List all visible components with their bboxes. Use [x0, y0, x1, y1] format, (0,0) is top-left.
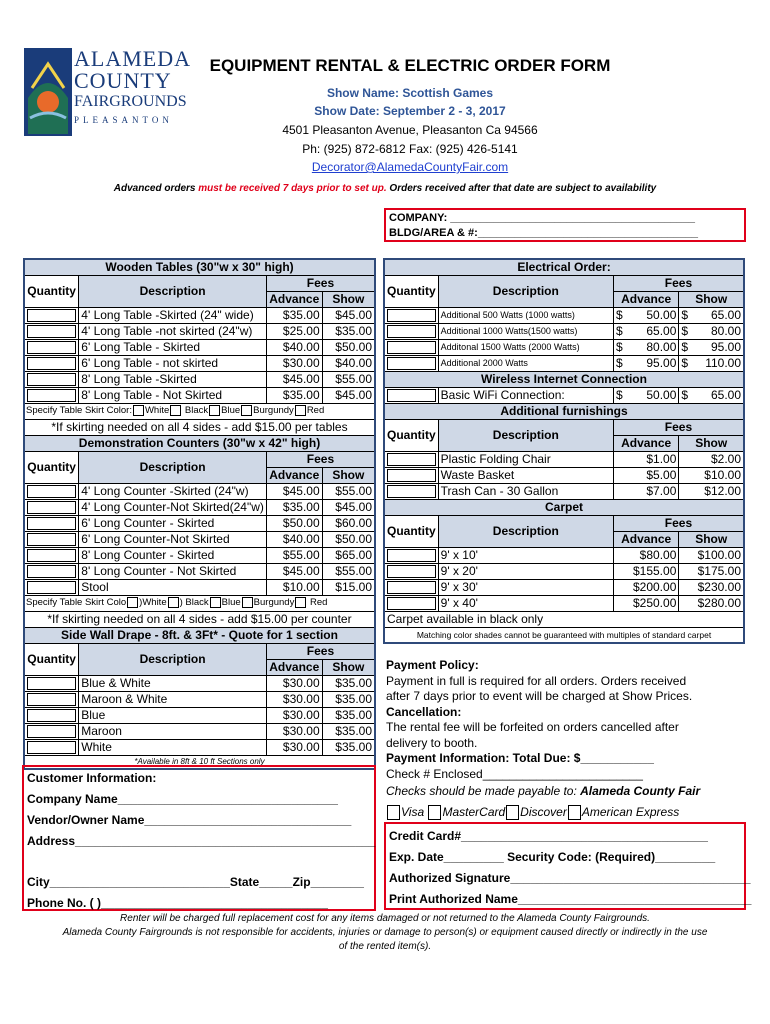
- item-description: Stool: [79, 579, 267, 595]
- show-price: $ 95.00: [679, 339, 744, 355]
- show-price: $35.00: [322, 691, 375, 707]
- quantity-cell[interactable]: [24, 355, 79, 371]
- table-row: [384, 579, 744, 595]
- table-row: [384, 483, 744, 499]
- table-row: [384, 307, 744, 323]
- wifi-show: $ 65.00: [679, 387, 744, 403]
- checkbox[interactable]: [133, 405, 144, 416]
- email-link[interactable]: Decorator@AlamedaCountyFair.com: [311, 160, 509, 174]
- show-price: $60.00: [322, 515, 375, 531]
- item-description: 8' Long Table - Not Skirted: [79, 387, 267, 403]
- company-field[interactable]: COMPANY: ________________________________________: [389, 212, 696, 224]
- item-description: Plastic Folding Chair: [438, 451, 613, 467]
- demo-skirt-color: Specify Table Skirt Colo )White ) Black Blue Burgundy Red: [24, 595, 375, 611]
- print-name-field[interactable]: Print Authorized Name___________________________________: [389, 892, 752, 906]
- table-row: [24, 371, 375, 387]
- col-show: Show: [679, 291, 744, 307]
- col-fees: Fees: [266, 275, 375, 291]
- item-description: 4' Long Counter-Not Skirted(24"w): [79, 499, 267, 515]
- item-description: 8' Long Table -Skirted: [79, 371, 267, 387]
- quantity-cell[interactable]: [24, 387, 79, 403]
- item-description: Additional 500 Watts (1000 watts): [438, 307, 613, 323]
- quantity-cell[interactable]: [24, 579, 79, 595]
- col-quantity: Quantity: [384, 419, 438, 451]
- quantity-cell[interactable]: [24, 307, 79, 323]
- col-quantity: Quantity: [24, 275, 79, 307]
- quantity-cell[interactable]: [24, 483, 79, 499]
- fairgrounds-logo: [22, 44, 191, 144]
- table-row: [24, 563, 375, 579]
- item-description: 9' x 10': [438, 547, 613, 563]
- show-price: $35.00: [322, 707, 375, 723]
- checkbox[interactable]: [170, 405, 181, 416]
- item-description: Waste Basket: [438, 467, 613, 483]
- table-row: [384, 547, 744, 563]
- col-description: Description: [79, 451, 267, 483]
- col-advance: Advance: [266, 659, 322, 675]
- right-order-table: [383, 258, 745, 644]
- advance-price: $30.00: [266, 691, 322, 707]
- quantity-input[interactable]: [387, 341, 436, 354]
- show-price: $55.00: [322, 563, 375, 579]
- show-price: $35.00: [322, 723, 375, 739]
- venue-address: 4501 Pleasanton Avenue, Pleasanton Ca 94566: [282, 123, 538, 137]
- col-fees: Fees: [613, 419, 744, 435]
- advance-price: $200.00: [613, 579, 678, 595]
- checkbox[interactable]: [127, 597, 138, 608]
- wooden-skirt-color: Specify Table Skirt Color: White Black Blue Burgundy Red: [24, 403, 375, 419]
- quantity-input[interactable]: [387, 325, 436, 338]
- item-description: White: [79, 739, 267, 755]
- advance-price: $25.00: [266, 323, 322, 339]
- advance-price: $30.00: [266, 723, 322, 739]
- col-quantity: Quantity: [24, 451, 79, 483]
- quantity-input[interactable]: [27, 485, 76, 498]
- advance-price: $7.00: [613, 483, 678, 499]
- col-show: Show: [322, 467, 375, 483]
- advance-price: $ 95.00: [613, 355, 678, 371]
- discover-checkbox[interactable]: [506, 805, 519, 820]
- city-state-zip-field[interactable]: City___________________________State_____Zip________: [27, 875, 364, 889]
- footer-line1: Renter will be charged full replacement cost for any items damaged or not returned to the Alameda County Fairgrounds.: [120, 913, 650, 924]
- item-description: Additional 1000 Watts(1500 watts): [438, 323, 613, 339]
- vendor-owner-field[interactable]: Vendor/Owner Name_______________________________: [27, 813, 352, 827]
- advance-price: $ 50.00: [613, 307, 678, 323]
- col-advance: Advance: [266, 467, 322, 483]
- quantity-cell[interactable]: [384, 323, 438, 339]
- logo-line4: PLEASANTON: [74, 115, 173, 125]
- company-name-field[interactable]: Company Name_________________________________: [27, 792, 338, 806]
- col-fees: Fees: [613, 515, 744, 531]
- show-price: $55.00: [322, 483, 375, 499]
- table-row: [384, 563, 744, 579]
- checkbox[interactable]: [295, 405, 306, 416]
- checkbox[interactable]: [241, 405, 252, 416]
- item-description: 6' Long Counter - Skirted: [79, 515, 267, 531]
- advance-price: $40.00: [266, 339, 322, 355]
- show-price: $ 110.00: [679, 355, 744, 371]
- item-description: Trash Can - 30 Gallon: [438, 483, 613, 499]
- quantity-cell[interactable]: [384, 547, 438, 563]
- item-description: 4' Long Table -Skirted (24" wide): [79, 307, 267, 323]
- quantity-input[interactable]: [27, 389, 76, 402]
- show-price: $45.00: [322, 499, 375, 515]
- payment-policy: [386, 658, 746, 820]
- show-price: $175.00: [679, 563, 744, 579]
- quantity-input[interactable]: [387, 357, 436, 370]
- quantity-cell[interactable]: [24, 339, 79, 355]
- advance-price: $ 80.00: [613, 339, 678, 355]
- total-due-field[interactable]: Payment Information: Total Due: $___________: [386, 751, 654, 765]
- quantity-cell[interactable]: [384, 595, 438, 611]
- quantity-input[interactable]: [27, 565, 76, 578]
- advance-price: $30.00: [266, 739, 322, 755]
- advance-price: $50.00: [266, 515, 322, 531]
- advance-price: $35.00: [266, 499, 322, 515]
- quantity-cell[interactable]: [24, 739, 79, 755]
- table-row: [384, 355, 744, 371]
- table-row: [24, 307, 375, 323]
- col-show: Show: [322, 291, 375, 307]
- quantity-input[interactable]: [27, 709, 76, 722]
- show-name: Show Name: Scottish Games: [326, 86, 494, 100]
- show-price: $230.00: [679, 579, 744, 595]
- quantity-cell[interactable]: [384, 563, 438, 579]
- show-price: $ 80.00: [679, 323, 744, 339]
- table-row: [24, 387, 375, 403]
- checkbox[interactable]: [168, 597, 179, 608]
- quantity-input[interactable]: [27, 581, 76, 594]
- advance-price: $35.00: [266, 307, 322, 323]
- item-description: 9' x 20': [438, 563, 613, 579]
- electrical-header: Electrical Order:: [384, 259, 744, 275]
- payable-note: Checks should be made payable to: Alameda County Fair: [386, 784, 701, 798]
- quantity-input[interactable]: [27, 693, 76, 706]
- quantity-cell[interactable]: [384, 339, 438, 355]
- item-description: Blue & White: [79, 675, 267, 691]
- item-description: 8' Long Counter - Not Skirted: [79, 563, 267, 579]
- item-description: 4' Long Table -not skirted (24"w): [79, 323, 267, 339]
- credit-card-field[interactable]: Credit Card#_____________________________________: [389, 829, 708, 843]
- item-description: 4' Long Counter -Skirted (24"w): [79, 483, 267, 499]
- footer-disclaimer: [20, 912, 750, 954]
- address-field[interactable]: Address_____________________________________________: [27, 834, 376, 848]
- form-title: EQUIPMENT RENTAL & ELECTRIC ORDER FORM: [209, 56, 611, 75]
- quantity-input[interactable]: [387, 549, 436, 562]
- check-enclosed-field[interactable]: Check # Enclosed________________________: [386, 766, 643, 781]
- quantity-input[interactable]: [27, 357, 76, 370]
- table-row: [24, 531, 375, 547]
- quantity-input[interactable]: [27, 533, 76, 546]
- col-show: Show: [679, 435, 744, 451]
- wooden-skirting-note: *If skirting needed on all 4 sides - add $15.00 per tables: [24, 419, 375, 435]
- advance-price: $30.00: [266, 675, 322, 691]
- quantity-cell[interactable]: [384, 483, 438, 499]
- show-price: $65.00: [322, 547, 375, 563]
- card-type-options: Visa MasterCard Discover American Express: [386, 805, 746, 821]
- item-description: Blue: [79, 707, 267, 723]
- col-description: Description: [79, 643, 267, 675]
- quantity-input[interactable]: [387, 469, 436, 482]
- advance-price: $10.00: [266, 579, 322, 595]
- item-description: 9' x 30': [438, 579, 613, 595]
- furnishings-header: Additional furnishings: [384, 403, 744, 419]
- table-row: [24, 339, 375, 355]
- item-description: Additional 2000 Watts: [438, 355, 613, 371]
- item-description: 6' Long Counter-Not Skirted: [79, 531, 267, 547]
- table-row: [24, 515, 375, 531]
- quantity-input[interactable]: [27, 325, 76, 338]
- checkbox[interactable]: [242, 597, 253, 608]
- advance-price: $250.00: [613, 595, 678, 611]
- table-row: [24, 355, 375, 371]
- show-date: Show Date: September 2 - 3, 2017: [314, 104, 506, 118]
- quantity-input[interactable]: [387, 309, 436, 322]
- wifi-description: Basic WiFi Connection:: [438, 387, 613, 403]
- item-description: Maroon & White: [79, 691, 267, 707]
- venue-phone: Ph: (925) 872-6812 Fax: (925) 426-5141: [302, 142, 518, 156]
- quantity-input[interactable]: [387, 485, 436, 498]
- table-row: [24, 691, 375, 707]
- quantity-input[interactable]: [27, 741, 76, 754]
- col-description: Description: [79, 275, 267, 307]
- advance-price: $35.00: [266, 387, 322, 403]
- quantity-input[interactable]: [27, 501, 76, 514]
- carpet-header: Carpet: [384, 499, 744, 515]
- quantity-cell[interactable]: [384, 307, 438, 323]
- quantity-cell[interactable]: [24, 371, 79, 387]
- quantity-input[interactable]: [27, 373, 76, 386]
- show-price: $45.00: [322, 387, 375, 403]
- quantity-cell[interactable]: [24, 723, 79, 739]
- bldg-area-field[interactable]: BLDG/AREA & #:____________________________________: [389, 227, 699, 239]
- quantity-input[interactable]: [27, 725, 76, 738]
- demo-skirting-note: *If skirting needed on all 4 sides - add $15.00 per counter: [24, 611, 375, 627]
- table-row: [24, 579, 375, 595]
- quantity-cell[interactable]: [384, 451, 438, 467]
- quantity-cell[interactable]: [24, 531, 79, 547]
- show-price: $12.00: [679, 483, 744, 499]
- customer-info-box: [22, 765, 376, 911]
- quantity-cell[interactable]: [24, 515, 79, 531]
- quantity-input[interactable]: [387, 453, 436, 466]
- wifi-advance: $ 50.00: [613, 387, 678, 403]
- col-quantity: Quantity: [384, 275, 438, 307]
- drape-note: *Available in 8ft & 10 ft Sections only: [134, 756, 265, 766]
- quantity-input[interactable]: [387, 389, 436, 402]
- item-description: 6' Long Table - Skirted: [79, 339, 267, 355]
- item-description: 9' x 40': [438, 595, 613, 611]
- col-show: Show: [679, 531, 744, 547]
- payment-policy-title: Payment Policy:: [386, 658, 479, 672]
- item-description: 8' Long Counter - Skirted: [79, 547, 267, 563]
- col-fees: Fees: [266, 451, 375, 467]
- cancellation-line2: delivery to booth.: [386, 735, 478, 750]
- show-price: $35.00: [322, 739, 375, 755]
- table-row: [384, 323, 744, 339]
- checkbox[interactable]: [209, 405, 220, 416]
- table-row: [24, 547, 375, 563]
- advance-price: $55.00: [266, 547, 322, 563]
- advance-price: $45.00: [266, 483, 322, 499]
- quantity-cell[interactable]: [24, 675, 79, 691]
- advance-price: $45.00: [266, 371, 322, 387]
- show-price: $50.00: [322, 339, 375, 355]
- wooden-tables-header: Wooden Tables (30"w x 30" high): [24, 259, 375, 275]
- table-row: [24, 723, 375, 739]
- table-row: [24, 739, 375, 755]
- left-order-table: [23, 258, 376, 770]
- quantity-cell[interactable]: [384, 355, 438, 371]
- col-advance: Advance: [613, 291, 678, 307]
- show-price: $40.00: [322, 355, 375, 371]
- quantity-cell[interactable]: [384, 579, 438, 595]
- advance-price: $1.00: [613, 451, 678, 467]
- col-quantity: Quantity: [384, 515, 438, 547]
- show-price: $280.00: [679, 595, 744, 611]
- expiry-security-field[interactable]: Exp. Date_________ Security Code: (Required)_________: [389, 850, 716, 864]
- logo-emblem-icon: [22, 48, 74, 140]
- advance-price: $80.00: [613, 547, 678, 563]
- table-row: [24, 675, 375, 691]
- demo-counters-header: Demonstration Counters (30"w x 42" high): [24, 435, 375, 451]
- amex-checkbox[interactable]: [568, 805, 581, 820]
- table-row: [384, 467, 744, 483]
- table-row: [24, 323, 375, 339]
- quantity-cell[interactable]: [24, 547, 79, 563]
- quantity-cell[interactable]: [384, 467, 438, 483]
- table-row: [384, 387, 744, 403]
- show-price: $ 65.00: [679, 307, 744, 323]
- quantity-cell[interactable]: [24, 707, 79, 723]
- visa-checkbox[interactable]: [387, 805, 400, 820]
- logo-line2: COUNTY: [74, 68, 172, 93]
- quantity-input[interactable]: [27, 677, 76, 690]
- quantity-input[interactable]: [387, 581, 436, 594]
- advance-order-note: Advanced orders must be received 7 days prior to set up. Orders received after that date are subject to availability: [113, 183, 657, 194]
- quantity-cell[interactable]: [24, 563, 79, 579]
- col-description: Description: [438, 419, 613, 451]
- item-description: 6' Long Table - not skirted: [79, 355, 267, 371]
- credit-card-box: [384, 822, 752, 910]
- phone-field[interactable]: Phone No. ( )__________________________________: [27, 896, 328, 910]
- show-price: $45.00: [322, 307, 375, 323]
- show-price: $15.00: [322, 579, 375, 595]
- customer-info-title: Customer Information:: [27, 771, 157, 785]
- col-description: Description: [438, 275, 613, 307]
- quantity-input[interactable]: [387, 597, 436, 610]
- show-price: $35.00: [322, 323, 375, 339]
- table-row: [24, 499, 375, 515]
- table-row: [384, 339, 744, 355]
- item-description: Maroon: [79, 723, 267, 739]
- logo-line3: FAIRGROUNDS: [74, 93, 187, 110]
- col-show: Show: [322, 659, 375, 675]
- show-price: $10.00: [679, 467, 744, 483]
- logo-line1: ALAMEDA: [74, 46, 191, 71]
- table-row: [24, 707, 375, 723]
- show-price: $100.00: [679, 547, 744, 563]
- show-price: $55.00: [322, 371, 375, 387]
- advance-price: $ 65.00: [613, 323, 678, 339]
- show-price: $2.00: [679, 451, 744, 467]
- quantity-input[interactable]: [387, 565, 436, 578]
- advance-price: $30.00: [266, 355, 322, 371]
- col-fees: Fees: [266, 643, 375, 659]
- checkbox[interactable]: [210, 597, 221, 608]
- show-price: $50.00: [322, 531, 375, 547]
- quantity-input[interactable]: [27, 517, 76, 530]
- quantity-input[interactable]: [27, 309, 76, 322]
- cancellation-line1: The rental fee will be forfeited on orders cancelled after: [386, 720, 679, 734]
- mastercard-checkbox[interactable]: [428, 805, 441, 820]
- footer-line2: Alameda County Fairgrounds is not responsible for accidents, injuries or damage to person(s) or equipment caused directly or indirectly in the use: [62, 927, 708, 938]
- table-row: [24, 483, 375, 499]
- payment-policy-line2: after 7 days prior to event will be charged at Show Prices.: [386, 689, 693, 703]
- advance-price: $155.00: [613, 563, 678, 579]
- item-description: Additonal 1500 Watts (2000 Watts): [438, 339, 613, 355]
- col-quantity: Quantity: [24, 643, 79, 675]
- payment-policy-line1: Payment in full is required for all orders. Orders received: [386, 673, 687, 688]
- advance-price: $5.00: [613, 467, 678, 483]
- advance-price: $45.00: [266, 563, 322, 579]
- wifi-header: Wireless Internet Connection: [384, 371, 744, 387]
- table-row: [384, 451, 744, 467]
- drape-header: Side Wall Drape - 8ft. & 3Ft* - Quote for 1 section: [24, 627, 375, 643]
- carpet-note: Carpet available in black only: [384, 611, 744, 627]
- col-description: Description: [438, 515, 613, 547]
- show-price: $35.00: [322, 675, 375, 691]
- advance-price: $30.00: [266, 707, 322, 723]
- quantity-cell[interactable]: [384, 387, 438, 403]
- col-advance: Advance: [266, 291, 322, 307]
- advance-price: $40.00: [266, 531, 322, 547]
- quantity-cell[interactable]: [24, 691, 79, 707]
- quantity-input[interactable]: [27, 341, 76, 354]
- carpet-color-note: Matching color shades cannot be guaranteed with multiples of standard carpet: [416, 629, 712, 640]
- quantity-cell[interactable]: [24, 499, 79, 515]
- checkbox[interactable]: [295, 597, 306, 608]
- footer-line3: of the rented item(s).: [338, 941, 432, 952]
- company-box[interactable]: [384, 208, 746, 242]
- table-row: [384, 595, 744, 611]
- cancellation-title: Cancellation:: [386, 704, 462, 719]
- col-advance: Advance: [613, 531, 678, 547]
- col-advance: Advance: [613, 435, 678, 451]
- authorized-signature-field[interactable]: Authorized Signature____________________________________: [389, 871, 751, 885]
- col-fees: Fees: [613, 275, 744, 291]
- quantity-input[interactable]: [27, 549, 76, 562]
- quantity-cell[interactable]: [24, 323, 79, 339]
